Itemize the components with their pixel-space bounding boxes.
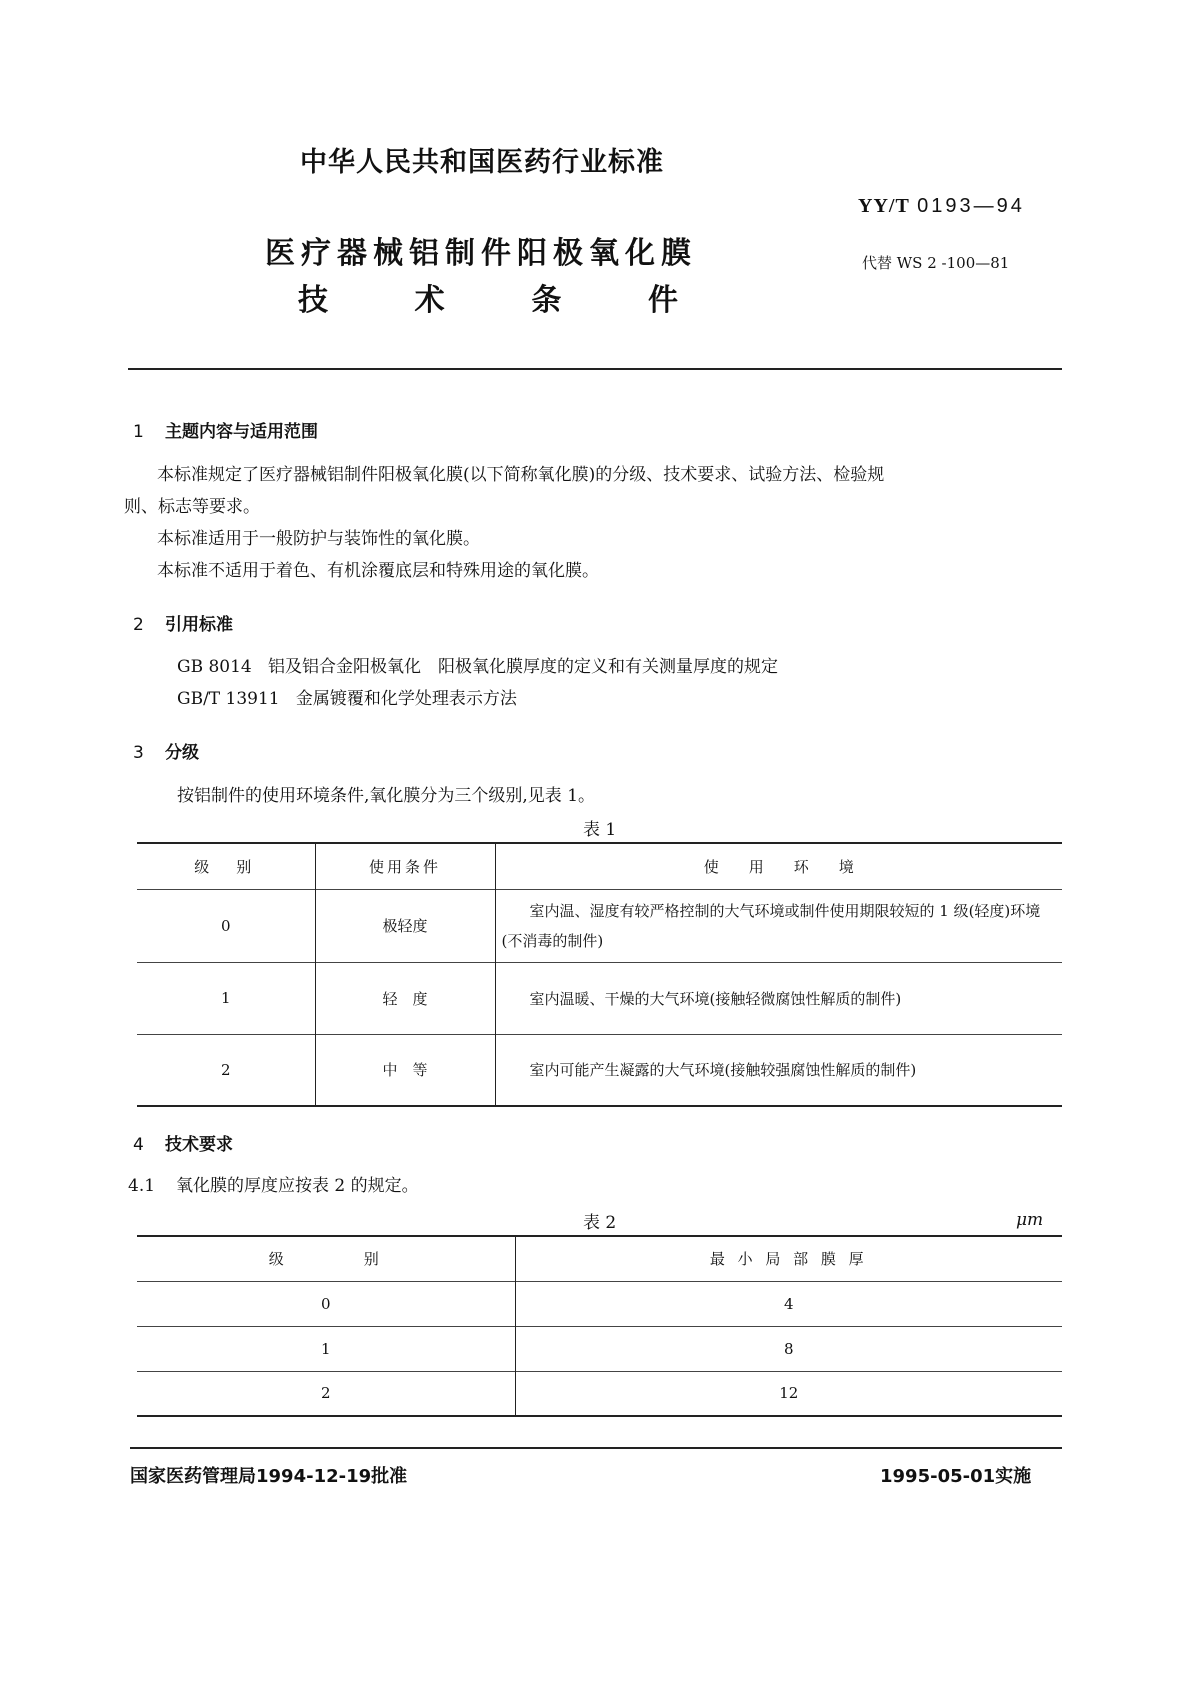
- title-char: 术: [414, 283, 445, 318]
- reference-title: 铝及铝合金阳极氧化 阳极氧化膜厚度的定义和有关测量厚度的规定: [267, 657, 778, 677]
- standard-code-prefix: YY/T: [858, 195, 910, 217]
- reference-title: 金属镀覆和化学处理表示方法: [295, 689, 517, 709]
- cell-thickness: 12: [515, 1371, 1062, 1416]
- table-row: [137, 962, 1062, 1034]
- cell-condition: 中 等: [315, 1034, 495, 1106]
- header-divider: [128, 368, 1062, 370]
- reference-code: GB/T 13911: [177, 689, 280, 709]
- section-2-heading: [133, 610, 233, 635]
- reference-code: GB 8014: [177, 657, 252, 677]
- cell-grade: 1: [137, 1326, 515, 1371]
- section-number: 4: [133, 1135, 144, 1155]
- section-3-heading: [133, 738, 199, 763]
- title-char: 件: [647, 283, 678, 318]
- reference-item: [177, 651, 778, 683]
- cell-thickness: 4: [515, 1281, 1062, 1326]
- column-header: 级 别: [137, 843, 315, 889]
- standard-code: [858, 193, 1025, 218]
- cell-condition: 轻 度: [315, 962, 495, 1034]
- cell-grade: 0: [137, 889, 315, 962]
- table-2: [137, 1235, 1062, 1417]
- approval-date: 国家医药管理局1994-12-19批准: [130, 1466, 408, 1487]
- document-title-line1: 医疗器械铝制件阳极氧化膜: [265, 236, 697, 271]
- table-row: [137, 1326, 1062, 1371]
- footer-divider: [130, 1447, 1062, 1449]
- document-title-line2: [298, 275, 678, 319]
- table-row: [137, 1034, 1062, 1106]
- table-2-unit: μm: [1016, 1210, 1044, 1230]
- section-title: 主题内容与适用范围: [165, 422, 318, 442]
- column-header: 使 用 环 境: [495, 843, 1062, 889]
- section-number: 3: [133, 743, 144, 763]
- reference-item: [177, 683, 517, 715]
- paragraph: 本标准适用于一般防护与装饰性的氧化膜。: [157, 529, 480, 549]
- paragraph: 则、标志等要求。: [124, 497, 260, 517]
- table-header-row: [137, 1236, 1062, 1281]
- cell-grade: 2: [137, 1034, 315, 1106]
- subsection-text: 氧化膜的厚度应按表 2 的规定。: [176, 1176, 419, 1196]
- title-char: 条: [531, 283, 562, 318]
- subsection-number: 4.1: [128, 1176, 156, 1196]
- org-title: 中华人民共和国医药行业标准: [300, 147, 664, 178]
- cell-grade: 0: [137, 1281, 515, 1326]
- table-1: [137, 842, 1062, 1107]
- table-row: [137, 889, 1062, 962]
- paragraph: 本标准规定了医疗器械铝制件阳极氧化膜(以下简称氧化膜)的分级、技术要求、试验方法、检验规: [157, 465, 885, 485]
- cell-environment: 室内可能产生凝露的大气环境(接触较强腐蚀性解质的制件): [495, 1034, 1062, 1106]
- subsection-4-1: [128, 1170, 419, 1202]
- section-title: 引用标准: [165, 615, 233, 635]
- cell-environment: 室内温暖、干燥的大气环境(接触轻微腐蚀性解质的制件): [495, 962, 1062, 1034]
- cell-condition: 极轻度: [315, 889, 495, 962]
- section-4-heading: [133, 1130, 233, 1155]
- cell-environment: 室内温、湿度有较严格控制的大气环境或制件使用期限较短的 1 级(轻度)环境(不消毒的制件): [495, 889, 1062, 962]
- cell-grade: 2: [137, 1371, 515, 1416]
- cell-grade: 1: [137, 962, 315, 1034]
- effective-date: 1995-05-01实施: [880, 1466, 1032, 1487]
- column-header: 使用条件: [315, 843, 495, 889]
- paragraph: 按铝制件的使用环境条件,氧化膜分为三个级别,见表 1。: [177, 786, 596, 806]
- cell-thickness: 8: [515, 1326, 1062, 1371]
- table-header-row: [137, 843, 1062, 889]
- paragraph: 本标准不适用于着色、有机涂覆底层和特殊用途的氧化膜。: [157, 561, 599, 581]
- replaces-note: 代替 WS 2 -100—81: [862, 254, 1010, 272]
- section-number: 2: [133, 615, 144, 635]
- section-number: 1: [133, 422, 144, 442]
- table-1-caption: 表 1: [583, 820, 617, 840]
- section-1-heading: [133, 417, 318, 442]
- table-row: [137, 1281, 1062, 1326]
- title-char: 技: [298, 283, 328, 318]
- section-title: 技术要求: [165, 1135, 233, 1155]
- section-title: 分级: [165, 743, 199, 763]
- table-row: [137, 1371, 1062, 1416]
- table-2-caption: 表 2: [583, 1213, 617, 1233]
- column-header: 最 小 局 部 膜 厚: [515, 1236, 1062, 1281]
- column-header: 级 别: [137, 1236, 515, 1281]
- standard-code-number: 0193—94: [917, 195, 1025, 217]
